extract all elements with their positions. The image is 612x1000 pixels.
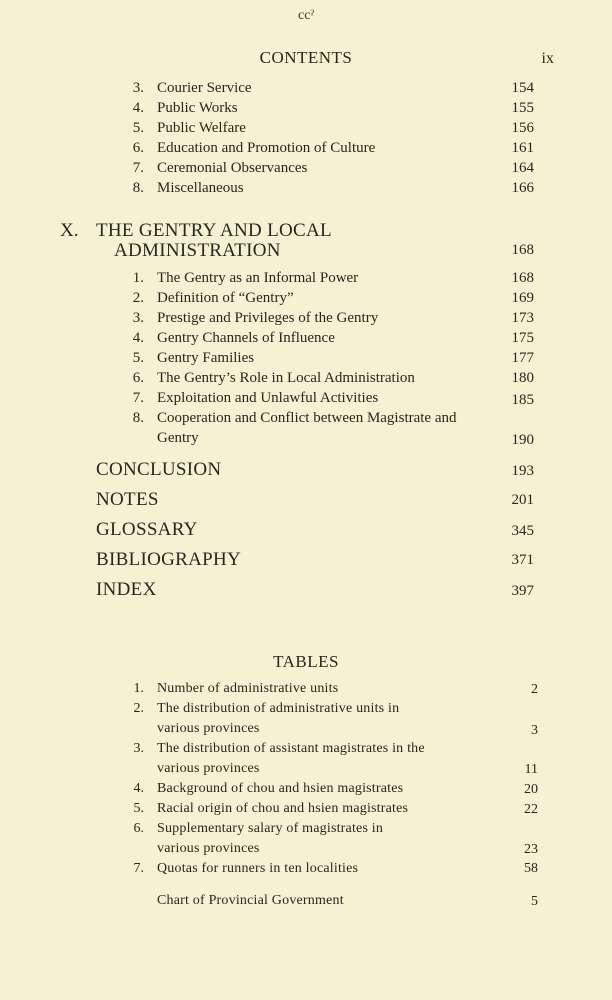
table-entry-page: 3: [531, 723, 538, 738]
section-title: GLOSSARY: [96, 519, 198, 540]
toc-entry-number: 6.: [132, 370, 144, 386]
toc-entry-number: 7.: [132, 160, 144, 176]
chart-entry-page: 5: [531, 894, 538, 909]
page-number: ix: [541, 50, 554, 67]
page-top-mark: ccˀ: [298, 8, 314, 23]
toc-entry-number: 6.: [132, 140, 144, 156]
table-entry-title: Quotas for runners in ten localities: [157, 861, 359, 876]
table-entry-number: 6.: [133, 821, 144, 836]
table-entry-number: 7.: [133, 861, 144, 876]
chapter-title: THE GENTRY AND LOCAL: [96, 220, 332, 241]
chapter-number: X.: [60, 220, 79, 241]
toc-entry-page: 166: [511, 180, 534, 196]
toc-entry-page: 154: [511, 80, 534, 96]
toc-entry-number: 4.: [132, 100, 144, 116]
page-title: CONTENTS: [259, 48, 353, 67]
toc-entry-title: Prestige and Privileges of the Gentry: [157, 310, 379, 326]
table-entry-number: 4.: [133, 781, 144, 796]
toc-entry-page: 155: [511, 100, 534, 116]
toc-entry-title: Gentry Families: [157, 350, 255, 366]
section-page: 193: [511, 463, 534, 479]
chart-entry-title: Chart of Provincial Government: [157, 893, 344, 908]
toc-entry-number: 1.: [132, 270, 144, 286]
toc-entry-page: 190: [511, 432, 534, 448]
toc-entry-number: 3.: [132, 80, 144, 96]
chapter-page: 168: [511, 242, 534, 258]
table-entry-number: 3.: [133, 741, 144, 756]
section-title: NOTES: [96, 489, 159, 510]
toc-entry-title: Gentry Channels of Influence: [157, 330, 335, 346]
toc-entry-title: Education and Promotion of Culture: [157, 140, 376, 156]
table-entry-title: Racial origin of chou and hsien magistrates: [157, 801, 409, 816]
table-entry-page: 11: [524, 762, 538, 777]
toc-entry-page: 156: [511, 120, 534, 136]
table-entry-title: Number of administrative units: [157, 681, 339, 696]
toc-entry-title: Miscellaneous: [157, 180, 244, 196]
toc-entry-title: The Gentry’s Role in Local Administration: [157, 370, 415, 386]
section-title: INDEX: [96, 579, 157, 600]
toc-entry-number: 2.: [132, 290, 144, 306]
toc-entry-page: 177: [511, 350, 534, 366]
section-title: BIBLIOGRAPHY: [96, 549, 242, 570]
toc-entry-title: Cooperation and Conflict between Magistrate and: [157, 410, 457, 426]
section-page: 201: [511, 492, 534, 508]
toc-entry-page: 169: [511, 290, 534, 306]
toc-entry-title: Definition of “Gentry”: [157, 290, 294, 306]
table-entry-title-continued: various provinces: [157, 841, 260, 856]
toc-entry-number: 4.: [132, 330, 144, 346]
table-entry-page: 2: [531, 682, 538, 697]
toc-entry-title: Courier Service: [157, 80, 252, 96]
toc-entry-title: Exploitation and Unlawful Activities: [157, 390, 379, 406]
section-page: 345: [511, 523, 534, 539]
toc-entry-page: 161: [511, 140, 534, 156]
table-entry-title: Background of chou and hsien magistrates: [157, 781, 404, 796]
toc-entry-page: 164: [511, 160, 534, 176]
toc-entry-title: Public Works: [157, 100, 238, 116]
section-page: 371: [511, 552, 534, 568]
toc-entry-title-continued: Gentry: [157, 430, 199, 446]
table-entry-page: 22: [524, 802, 538, 817]
table-entry-title: The distribution of assistant magistrates in the: [157, 741, 425, 756]
table-entry-number: 5.: [133, 801, 144, 816]
toc-entry-page: 175: [511, 330, 534, 346]
toc-entry-number: 8.: [132, 180, 144, 196]
table-entry-title: Supplementary salary of magistrates in: [157, 821, 384, 836]
chapter-title-continued: ADMINISTRATION: [114, 240, 281, 261]
table-entry-title: The distribution of administrative units in: [157, 701, 400, 716]
toc-entry-page: 185: [511, 392, 534, 408]
tables-heading: TABLES: [273, 652, 339, 671]
table-entry-page: 58: [524, 861, 538, 876]
toc-entry-title: Public Welfare: [157, 120, 246, 136]
section-page: 397: [511, 583, 534, 599]
toc-entry-number: 5.: [132, 350, 144, 366]
toc-entry-number: 5.: [132, 120, 144, 136]
table-entry-number: 1.: [133, 681, 144, 696]
table-entry-title-continued: various provinces: [157, 721, 260, 736]
toc-entry-page: 180: [511, 370, 534, 386]
section-title: CONCLUSION: [96, 459, 222, 480]
toc-entry-number: 8.: [132, 410, 144, 426]
toc-entry-number: 3.: [132, 310, 144, 326]
table-entry-page: 23: [524, 842, 538, 857]
toc-entry-page: 168: [511, 270, 534, 286]
table-entry-title-continued: various provinces: [157, 761, 260, 776]
table-entry-number: 2.: [133, 701, 144, 716]
toc-entry-title: Ceremonial Observances: [157, 160, 308, 176]
table-entry-page: 20: [524, 782, 538, 797]
toc-entry-page: 173: [511, 310, 534, 326]
toc-entry-number: 7.: [132, 390, 144, 406]
toc-entry-title: The Gentry as an Informal Power: [157, 270, 359, 286]
